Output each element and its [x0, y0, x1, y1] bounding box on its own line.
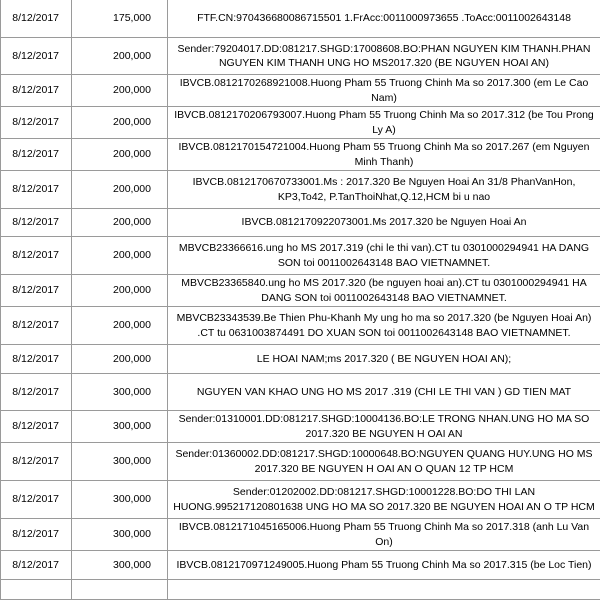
description-cell: IBVCB.0812170206793007.Huong Pham 55 Truong Chinh Ma so 2017.312 (be Tou Prong Ly A) — [168, 107, 600, 139]
table-row — [1, 443, 600, 481]
amount-cell: 300,000 — [72, 481, 168, 519]
table-row — [1, 0, 600, 38]
amount-cell — [72, 580, 168, 600]
amount-cell: 175,000 — [72, 0, 168, 38]
table-row — [1, 237, 600, 275]
table-row — [1, 75, 600, 107]
description-cell: IBVCB.0812171045165006.Huong Pham 55 Truong Chinh Ma so 2017.318 (anh Lu Van On) — [168, 519, 600, 551]
amount-cell: 300,000 — [72, 411, 168, 443]
date-cell: 8/12/2017 — [1, 107, 72, 139]
amount-cell: 200,000 — [72, 171, 168, 209]
amount-cell: 200,000 — [72, 345, 168, 374]
date-cell: 8/12/2017 — [1, 443, 72, 481]
transaction-table-body — [1, 0, 600, 600]
date-cell: 8/12/2017 — [1, 345, 72, 374]
amount-cell: 200,000 — [72, 38, 168, 75]
date-cell: 8/12/2017 — [1, 481, 72, 519]
table-row — [1, 345, 600, 374]
table-row — [1, 139, 600, 171]
description-cell: IBVCB.0812170971249005.Huong Pham 55 Truong Chinh Ma so 2017.315 (be Loc Tien) — [168, 551, 600, 580]
date-cell: 8/12/2017 — [1, 374, 72, 411]
table-row — [1, 481, 600, 519]
date-cell: 8/12/2017 — [1, 0, 72, 38]
amount-cell: 200,000 — [72, 237, 168, 275]
date-cell: 8/12/2017 — [1, 139, 72, 171]
table-row — [1, 209, 600, 237]
table-row — [1, 551, 600, 580]
table-row — [1, 307, 600, 345]
amount-cell: 200,000 — [72, 75, 168, 107]
description-cell: Sender:79204017.DD:081217.SHGD:17008608.BO:PHAN NGUYEN KIM THANH.PHAN NGUYEN KIM THANH UNG HO MS2017.320 (BE NGUYEN HOAI AN) — [168, 38, 600, 75]
table-row — [1, 171, 600, 209]
amount-cell: 200,000 — [72, 107, 168, 139]
description-cell: MBVCB23366616.ung ho MS 2017.319 (chi le thi van).CT tu 0301000294941 HA DANG SON toi 0011002643148 BAO VIETNAMNET. — [168, 237, 600, 275]
table-row — [1, 107, 600, 139]
description-cell: Sender:01360002.DD:081217.SHGD:10000648.BO:NGUYEN QUANG HUY.UNG HO MS 2017.320 BE NGUYEN H OAI AN O QUAN 12 TP HCM — [168, 443, 600, 481]
date-cell: 8/12/2017 — [1, 209, 72, 237]
description-cell: MBVCB23365840.ung ho MS 2017.320 (be nguyen hoai an).CT tu 0301000294941 HA DANG SON toi 0011002643148 BAO VIETNAMNET. — [168, 275, 600, 307]
amount-cell: 200,000 — [72, 139, 168, 171]
description-cell: IBVCB.0812170670733001.Ms : 2017.320 Be Nguyen Hoai An 31/8 PhanVanHon, KP3,To42, P.TanThoiNhat,Q.12,HCM bi u nao — [168, 171, 600, 209]
table-row — [1, 519, 600, 551]
date-cell: 8/12/2017 — [1, 275, 72, 307]
date-cell: 8/12/2017 — [1, 551, 72, 580]
table-row — [1, 275, 600, 307]
amount-cell: 200,000 — [72, 275, 168, 307]
amount-cell: 200,000 — [72, 307, 168, 345]
date-cell: 8/12/2017 — [1, 307, 72, 345]
date-cell: 8/12/2017 — [1, 38, 72, 75]
table-row — [1, 411, 600, 443]
amount-cell: 300,000 — [72, 551, 168, 580]
amount-cell: 300,000 — [72, 374, 168, 411]
table-row — [1, 374, 600, 411]
description-cell: IBVCB.0812170154721004.Huong Pham 55 Truong Chinh Ma so 2017.267 (em Nguyen Minh Thanh) — [168, 139, 600, 171]
date-cell: 8/12/2017 — [1, 237, 72, 275]
description-cell: IBVCB.0812170268921008.Huong Pham 55 Truong Chinh Ma so 2017.300 (em Le Cao Nam) — [168, 75, 600, 107]
table-row — [1, 580, 600, 600]
description-cell: FTF.CN:970436680086715501 1.FrAcc:0011000973655 .ToAcc:0011002643148 — [168, 0, 600, 38]
amount-cell: 300,000 — [72, 519, 168, 551]
date-cell: 8/12/2017 — [1, 519, 72, 551]
description-cell — [168, 580, 600, 600]
amount-cell: 200,000 — [72, 209, 168, 237]
date-cell: 8/12/2017 — [1, 75, 72, 107]
description-cell: Sender:01202002.DD:081217.SHGD:10001228.BO:DO THI LAN HUONG.995217120801638 UNG HO MA SO 2017.320 BE NGUYEN HOAI AN O TP HCM — [168, 481, 600, 519]
description-cell: IBVCB.0812170922073001.Ms 2017.320 be Nguyen Hoai An — [168, 209, 600, 237]
date-cell: 8/12/2017 — [1, 411, 72, 443]
description-cell: MBVCB23343539.Be Thien Phu-Khanh My ung ho ma so 2017.320 (be Nguyen Hoai An) .CT tu 0631003874491 DO XUAN SON toi 0011002643148 BAO VIETNAMNET. — [168, 307, 600, 345]
amount-cell: 300,000 — [72, 443, 168, 481]
table-row — [1, 38, 600, 75]
description-cell: LE HOAI NAM;ms 2017.320 ( BE NGUYEN HOAI AN); — [168, 345, 600, 374]
description-cell: NGUYEN VAN KHAO UNG HO MS 2017 .319 (CHI LE THI VAN ) GD TIEN MAT — [168, 374, 600, 411]
date-cell: 8/12/2017 — [1, 171, 72, 209]
description-cell: Sender:01310001.DD:081217.SHGD:10004136.BO:LE TRONG NHAN.UNG HO MA SO 2017.320 BE NGUYEN H OAI AN — [168, 411, 600, 443]
date-cell — [1, 580, 72, 600]
